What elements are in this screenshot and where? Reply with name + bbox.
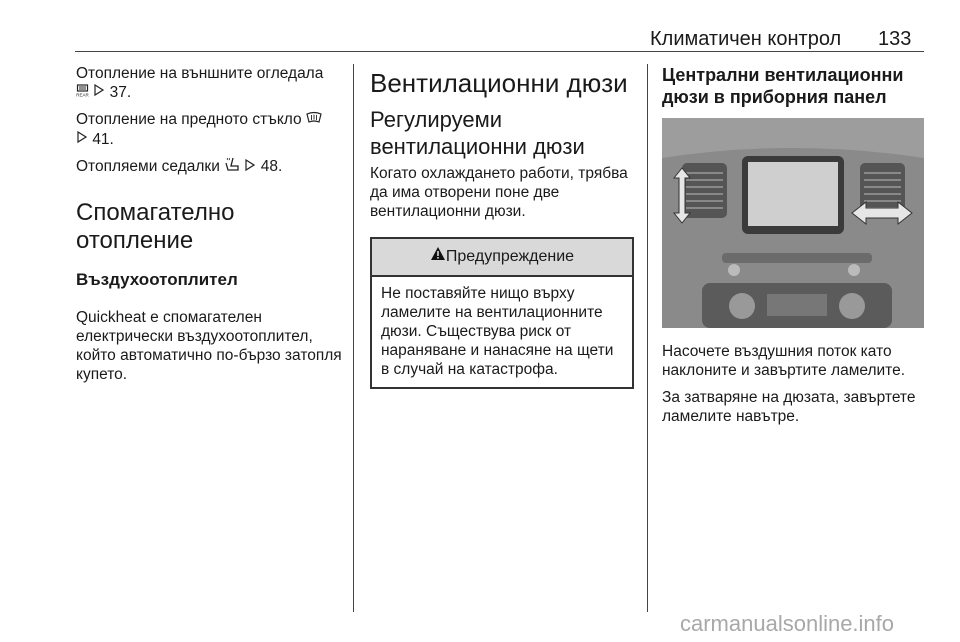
reference-arrow-icon <box>93 83 105 102</box>
heated-seat-icon <box>224 157 240 177</box>
windscreen-heat-icon <box>306 111 322 130</box>
column-divider-2 <box>647 64 648 612</box>
section-heading-air-vents: Вентилационни дюзи <box>370 68 628 98</box>
subheading-adjustable-vents: Регулируеми вентилационни дюзи <box>370 107 585 159</box>
watermark: carmanualsonline.info <box>680 611 895 636</box>
warning-triangle-icon <box>430 239 446 275</box>
paragraph-quickheat: Quickheat е спомагателен електрически въздухоотоплител, който автоматично по-бързо затопля купето. <box>76 309 342 384</box>
page-header-title: Климатичен контрол <box>650 28 842 50</box>
paragraph-windscreen-heating: Отопление на предното стъкло 41. <box>76 110 344 149</box>
column-1 <box>76 64 344 392</box>
warning-header <box>372 239 632 277</box>
reference-arrow-icon <box>244 158 256 177</box>
paragraph-close-vent: За затваряне на дюзата, завъртете ламелите навътре. <box>662 389 916 425</box>
svg-text:REAR: REAR <box>76 92 89 98</box>
section-heading-center-vents: Централни вентилационни дюзи в приборния панел <box>662 65 904 107</box>
paragraph-direct-airflow: Насочете въздушния поток като наклоните и завъртите ламелите. <box>662 343 906 379</box>
subheading-air-heater: Въздухоотоплител <box>76 270 238 290</box>
dashboard-vents-figure <box>662 118 924 328</box>
paragraph-mirror-heating: Отопление на външните огледала REAR 37. <box>76 65 324 101</box>
warning-text: Не поставяйте нищо върху ламелите на вентилационните дюзи. Съществува риск от нараняване и нанасяне на щети в случай на катастрофа. <box>381 285 614 378</box>
paragraph-heated-seats: Отопляеми седалки 48. <box>76 158 283 176</box>
warning-body <box>372 277 632 387</box>
column-3 <box>662 64 924 434</box>
rear-window-heat-icon <box>76 83 89 102</box>
page-number: 133 <box>878 28 912 50</box>
section-heading-aux-heating: Спомагателно отопление <box>76 199 235 255</box>
header-rule <box>75 51 924 52</box>
column-divider-1 <box>353 64 354 612</box>
warning-title: Предупреждение <box>445 248 575 266</box>
column-2 <box>370 64 634 389</box>
reference-arrow-icon <box>76 130 88 149</box>
paragraph-vents-cooling: Когато охлаждането работи, трябва да има отворени поне две вентилационни дюзи. <box>370 165 628 220</box>
warning-box <box>370 237 634 389</box>
